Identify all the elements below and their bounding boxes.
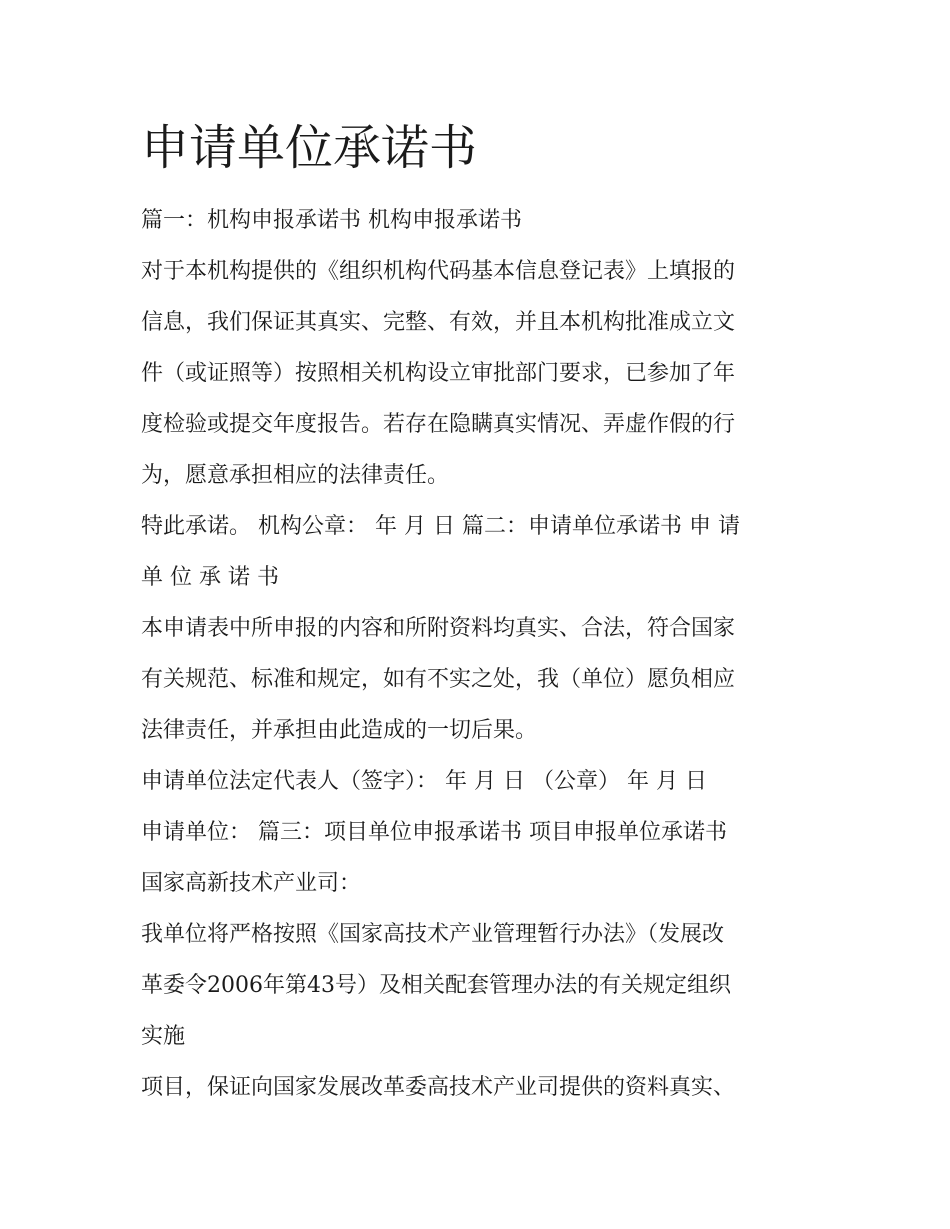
text-line: 国家高新技术产业司： [141, 871, 362, 896]
text-line: 特此承诺。 机构公章： 年 月 日 篇二：申请单位承诺书 申 请 [141, 514, 740, 539]
text-line: 篇一：机构申报承诺书 机构申报承诺书 [141, 208, 522, 233]
text-line: 我单位将严格按照《国家高技术产业管理暂行办法》（发展改 [141, 922, 725, 947]
text-line: 件（或证照等）按照相关机构设立审批部门要求，已参加了年 [141, 361, 736, 386]
text-line: 申请单位： 篇三：项目单位申报承诺书 项目申报单位承诺书 [141, 820, 727, 845]
text-line: 有关规范、标准和规定，如有不实之处，我（单位）愿负相应 [141, 667, 736, 692]
page-title: 申请单位承诺书 [141, 120, 478, 176]
text-line: 实施 [141, 1024, 186, 1049]
text-line: 为，愿意承担相应的法律责任。 [141, 463, 450, 488]
text-line: 革委令2006年第43号）及相关配套管理办法的有关规定组织 [141, 973, 731, 998]
text-line: 单 位 承 诺 书 [141, 565, 279, 590]
text-line: 项目，保证向国家发展改革委高技术产业司提供的资料真实、 [141, 1075, 736, 1100]
text-line: 信息，我们保证其真实、完整、有效，并且本机构批准成立文 [141, 310, 736, 335]
text-line: 申请单位法定代表人（签字）： 年 月 日 （公章） 年 月 日 [141, 769, 707, 794]
text-line: 对于本机构提供的《组织机构代码基本信息登记表》上填报的 [141, 259, 736, 284]
text-line: 法律责任，并承担由此造成的一切后果。 [141, 718, 538, 743]
text-line: 本申请表中所申报的内容和所附资料均真实、合法，符合国家 [141, 616, 736, 641]
text-line: 度检验或提交年度报告。若存在隐瞒真实情况、弄虚作假的行 [141, 412, 736, 437]
